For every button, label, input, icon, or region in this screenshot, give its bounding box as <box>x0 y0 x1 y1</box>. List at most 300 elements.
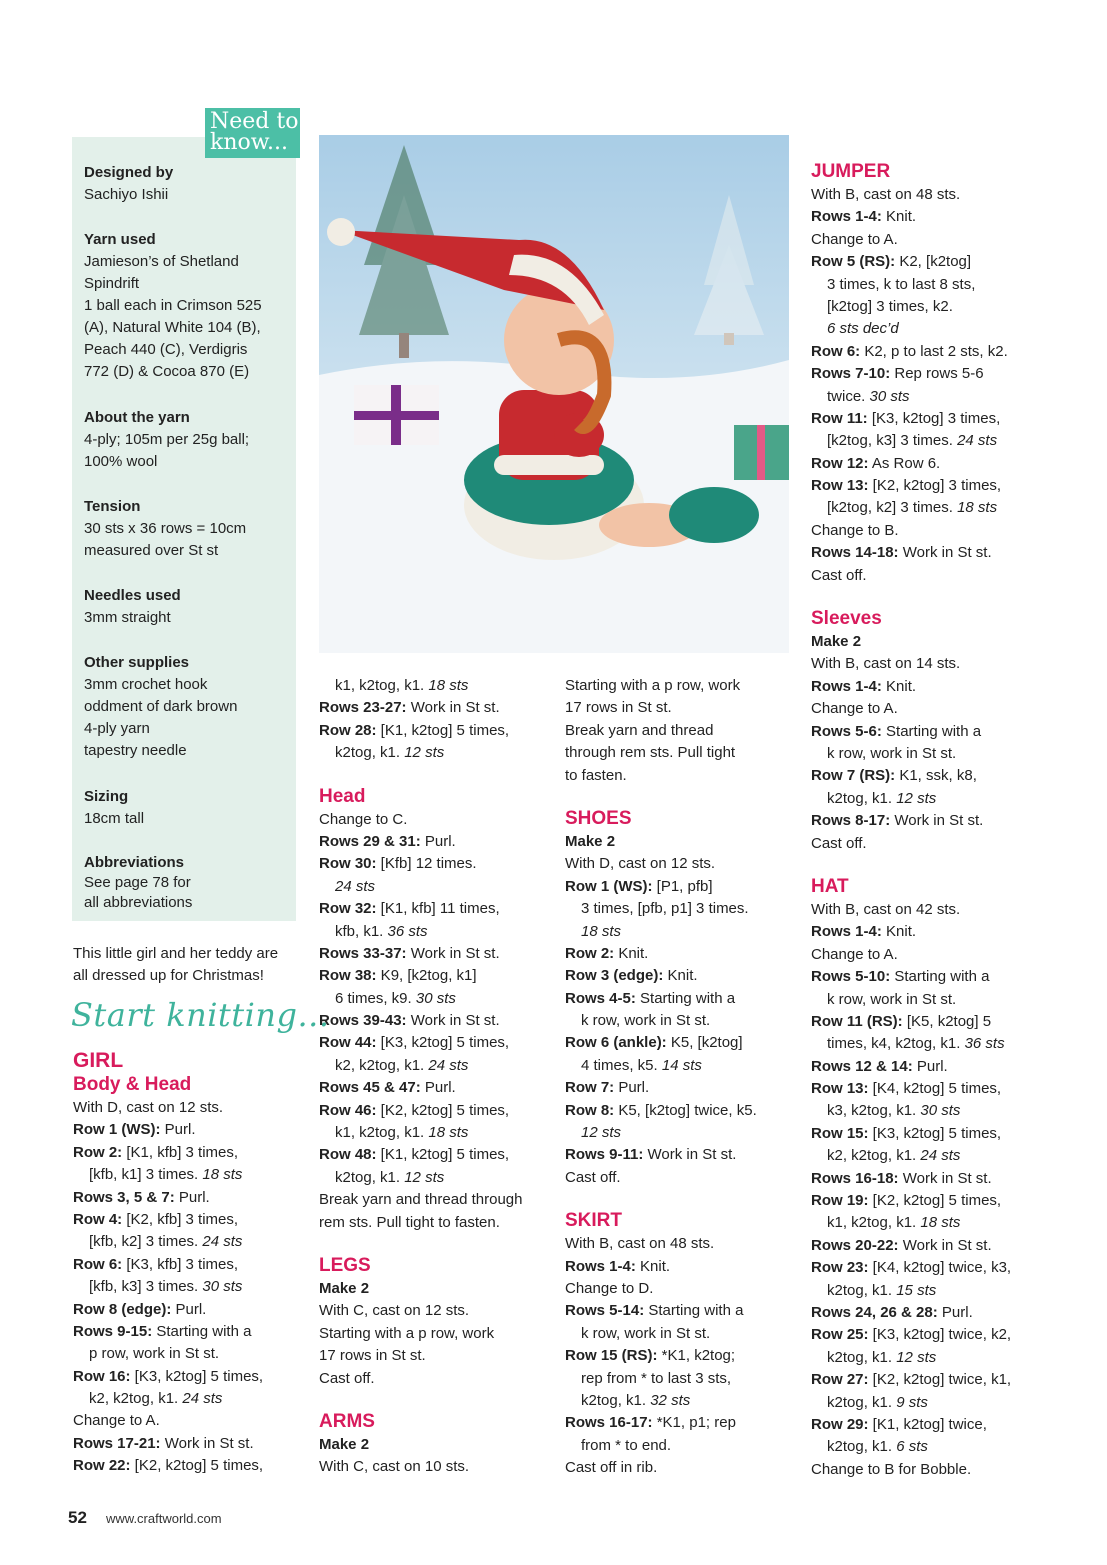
stitch-count: 12 sts <box>404 744 445 762</box>
pattern-line <box>73 1209 263 1231</box>
row-text: K1, ssk, k8, <box>895 767 977 785</box>
yarn-line: 772 (D) & Cocoa 870 (E) <box>84 363 250 380</box>
need-to-know-badge <box>205 108 300 158</box>
section-gap <box>811 587 1011 607</box>
pattern-line <box>811 1369 1011 1391</box>
row-label: Row 28: <box>319 721 377 739</box>
pattern-line <box>565 1390 757 1412</box>
pattern-line <box>811 921 1011 943</box>
row-text: Change to B for Bobble. <box>811 1460 972 1478</box>
row-label: Rows 14-18: <box>811 544 899 562</box>
row-label: Row 3 (edge): <box>565 967 664 985</box>
pattern-line <box>319 1077 522 1099</box>
row-text: Work in St st. <box>406 944 500 962</box>
pattern-line <box>319 898 522 920</box>
needles-line: 3mm straight <box>84 609 171 626</box>
row-text: Starting with a <box>152 1322 252 1340</box>
row-text: [K4, k2tog] twice, k3, <box>868 1259 1012 1277</box>
pattern-column-2 <box>319 675 522 1479</box>
pattern-line <box>811 386 1011 408</box>
pattern-line <box>73 1366 263 1388</box>
pattern-line <box>811 1414 1011 1436</box>
designer-name: Sachiyo Ishii <box>84 186 169 203</box>
pattern-line <box>319 988 522 1010</box>
row-label: Row 12: <box>811 454 869 472</box>
pattern-line <box>811 296 1011 318</box>
gift-box-icon <box>734 425 789 480</box>
stitch-count: 24 sts <box>335 877 376 895</box>
tension-block <box>84 496 246 562</box>
pattern-line <box>319 1122 522 1144</box>
stitch-count: 24 sts <box>182 1390 223 1408</box>
pattern-line <box>319 1100 522 1122</box>
row-text: Knit. <box>881 208 917 226</box>
pattern-line <box>565 1233 757 1255</box>
pattern-line <box>811 676 1011 698</box>
row-text: Work in St st. <box>898 1169 992 1187</box>
pattern-line <box>811 408 1011 430</box>
pattern-line <box>319 921 522 943</box>
row-text: Purl. <box>420 1079 456 1097</box>
pattern-line <box>565 697 757 719</box>
pattern-line <box>811 363 1011 385</box>
row-text: Starting with a <box>635 989 736 1007</box>
row-label: Rows 4-5: <box>565 989 636 1007</box>
row-text: Purl. <box>420 832 456 850</box>
yarn-line: Peach 440 (C), Verdigris <box>84 341 248 358</box>
needles-heading: Needles used <box>84 587 181 604</box>
pattern-line <box>565 1457 757 1479</box>
row-text: Cast off in rib. <box>565 1459 658 1477</box>
row-label: Row 46: <box>319 1101 377 1119</box>
row-text: Purl. <box>912 1057 948 1075</box>
row-text: Knit. <box>881 677 917 695</box>
pattern-line <box>811 341 1011 363</box>
supplies-heading: Other supplies <box>84 654 190 671</box>
pattern-line <box>565 1122 757 1144</box>
row-label: Rows 1-4: <box>565 1257 636 1275</box>
pattern-line <box>565 765 757 787</box>
row-text: k2, k2tog, k1. <box>89 1390 183 1408</box>
stitch-count: 30 sts <box>415 989 456 1007</box>
row-text: [k2tog, k2] 3 times. <box>827 499 958 517</box>
row-text: *K1, k2tog; <box>657 1347 736 1365</box>
pattern-line <box>811 1324 1011 1346</box>
row-text: Cast off. <box>565 1168 621 1186</box>
pattern-line <box>811 229 1011 251</box>
row-text: k1, k2tog, k1. <box>827 1214 921 1232</box>
pattern-line <box>811 944 1011 966</box>
pattern-line <box>73 1254 263 1276</box>
pattern-line <box>565 965 757 987</box>
pattern-line <box>565 1144 757 1166</box>
pattern-line <box>811 1145 1011 1167</box>
row-label: Rows 16-17: <box>565 1414 653 1432</box>
row-text: rem sts. Pull tight to fasten. <box>319 1213 500 1231</box>
row-text: 6 times, k9. <box>335 989 416 1007</box>
pattern-line <box>811 1011 1011 1033</box>
row-label: Rows 29 & 31: <box>319 832 421 850</box>
row-label: Row 2: <box>73 1143 123 1161</box>
row-text: Starting with a p row, work <box>565 677 741 694</box>
tension-heading: Tension <box>84 498 141 515</box>
intro-line-1: This little girl and her teddy are <box>73 945 279 962</box>
abbreviations-block <box>84 853 192 913</box>
row-text: k2tog, k1. <box>827 1438 897 1456</box>
row-text: [K3, k2tog] 5 times, <box>130 1367 264 1385</box>
row-label: Rows 12 & 14: <box>811 1057 913 1075</box>
pattern-line <box>73 1187 263 1209</box>
row-label: Make 2 <box>811 633 862 651</box>
row-label: Rows 39-43: <box>319 1012 407 1030</box>
pattern-line <box>811 966 1011 988</box>
row-label: Make 2 <box>319 1279 370 1297</box>
row-text: from * to end. <box>581 1436 672 1454</box>
pattern-line <box>811 318 1011 340</box>
pattern-line <box>811 1257 1011 1279</box>
row-text: Cast off. <box>811 566 867 584</box>
pattern-line <box>73 1164 263 1186</box>
row-text: kfb, k1. <box>335 922 388 940</box>
yarn-line: 1 ball each in Crimson 525 <box>84 297 262 314</box>
pattern-line <box>319 1167 522 1189</box>
pattern-line <box>73 1231 263 1253</box>
row-label: Row 1 (WS): <box>73 1121 161 1139</box>
pattern-line <box>811 788 1011 810</box>
pattern-line <box>319 675 522 697</box>
pattern-line <box>811 274 1011 296</box>
row-text: k2tog, k1. <box>335 1168 405 1186</box>
row-label: Row 11 (RS): <box>811 1012 903 1030</box>
pattern-line <box>73 1388 263 1410</box>
row-label: Row 4: <box>73 1210 123 1228</box>
section-gap <box>319 1390 522 1410</box>
pattern-line <box>565 1412 757 1434</box>
row-label: Rows 5-10: <box>811 968 891 986</box>
stitch-count: 12 sts <box>896 1348 937 1366</box>
row-text: Work in St st. <box>898 1236 992 1254</box>
pattern-line <box>319 1345 522 1367</box>
stitch-count: 24 sts <box>202 1233 243 1251</box>
row-label: Row 23: <box>811 1259 869 1277</box>
row-text: *K1, p1; rep <box>652 1414 736 1432</box>
pattern-line <box>811 833 1011 855</box>
row-label: Row 48: <box>319 1146 377 1164</box>
row-text: K5, [k2tog] <box>666 1034 743 1052</box>
pattern-line <box>811 721 1011 743</box>
row-label: Row 30: <box>319 855 377 873</box>
stitch-count: 24 sts <box>428 1056 469 1074</box>
pattern-line <box>811 206 1011 228</box>
badge-line-1: Need to <box>210 109 299 134</box>
row-label: Rows 45 & 47: <box>319 1079 421 1097</box>
stitch-count: 30 sts <box>869 387 910 405</box>
row-text: k2tog, k1. <box>827 789 897 807</box>
row-label: Rows 24, 26 & 28: <box>811 1303 938 1321</box>
row-label: Rows 1-4: <box>811 923 882 941</box>
stitch-count: 12 sts <box>581 1124 622 1142</box>
row-text: Work in St st. <box>406 699 500 717</box>
row-text: Change to A. <box>73 1412 160 1430</box>
row-text: k2tog, k1. <box>581 1391 651 1409</box>
row-label: Row 15 (RS): <box>565 1347 658 1365</box>
pattern-line <box>565 1435 757 1457</box>
row-label: Rows 5-14: <box>565 1302 645 1320</box>
row-label: Make 2 <box>565 832 616 850</box>
row-label: Rows 9-11: <box>565 1146 644 1164</box>
section-heading: GIRL <box>73 1049 124 1072</box>
pattern-line <box>73 1410 263 1432</box>
row-text: With C, cast on 10 sts. <box>319 1458 470 1476</box>
supplies-line: 3mm crochet hook <box>84 676 208 693</box>
row-label: Row 25: <box>811 1326 869 1344</box>
pattern-line <box>811 810 1011 832</box>
footer-url: www.craftworld.com <box>106 1511 222 1526</box>
row-text: Change to C. <box>319 810 408 828</box>
pattern-line <box>565 853 757 875</box>
page-number: 52 <box>68 1508 87 1527</box>
row-text: k2tog, k1. <box>335 744 405 762</box>
section-gap <box>565 787 757 807</box>
row-text: Rep rows 5-6 <box>890 365 984 383</box>
row-text: k row, work in St st. <box>827 744 957 762</box>
stitch-count: 36 sts <box>387 922 428 940</box>
row-text: Cast off. <box>811 834 867 852</box>
row-text: [K1, k2tog] 5 times, <box>376 1146 510 1164</box>
row-label: Rows 33-37: <box>319 944 407 962</box>
pattern-line <box>319 1144 522 1166</box>
pattern-line <box>565 1300 757 1322</box>
section-heading: JUMPER <box>811 161 891 182</box>
row-label: Row 32: <box>319 900 377 918</box>
row-text: Change to A. <box>811 945 898 963</box>
row-text: twice. <box>827 387 870 405</box>
pattern-line <box>811 1123 1011 1145</box>
pattern-line <box>565 943 757 965</box>
gift-box-icon <box>354 385 439 445</box>
row-label: Row 5 (RS): <box>811 253 896 271</box>
row-label: Rows 9-15: <box>73 1322 153 1340</box>
pattern-line <box>319 1278 522 1300</box>
stitch-count: 18 sts <box>428 1124 469 1142</box>
pattern-line <box>811 453 1011 475</box>
yarn-line: (A), Natural White 104 (B), <box>84 319 261 336</box>
pattern-line <box>811 989 1011 1011</box>
row-text: With C, cast on 12 sts. <box>319 1302 470 1320</box>
row-text: [K4, k2tog] 5 times, <box>868 1080 1002 1098</box>
stitch-count: 18 sts <box>202 1166 243 1184</box>
stitch-count: 6 sts <box>896 1438 928 1456</box>
row-label: Row 6 (ankle): <box>565 1034 667 1052</box>
row-label: Row 38: <box>319 967 377 985</box>
row-text: [K3, kfb] 3 times, <box>122 1255 239 1273</box>
pattern-line <box>319 720 522 742</box>
row-text: [kfb, k1] 3 times. <box>89 1166 203 1184</box>
pattern-line <box>565 1323 757 1345</box>
pattern-line <box>565 1010 757 1032</box>
stitch-count: 32 sts <box>650 1391 691 1409</box>
abbreviations-line: all abbreviations <box>84 894 193 911</box>
section-heading: HAT <box>811 875 849 897</box>
stitch-count: 12 sts <box>404 1168 445 1186</box>
pattern-line <box>565 1032 757 1054</box>
pattern-line <box>319 831 522 853</box>
row-text: Change to D. <box>565 1279 654 1297</box>
row-label: Row 7 (RS): <box>811 767 896 785</box>
section-heading: ARMS <box>319 1410 375 1432</box>
pattern-line <box>73 1455 263 1477</box>
sizing-heading: Sizing <box>84 788 129 805</box>
pattern-line <box>73 1433 263 1455</box>
row-label: Row 15: <box>811 1124 869 1142</box>
pattern-line <box>319 943 522 965</box>
pattern-line <box>811 430 1011 452</box>
pattern-line <box>811 1100 1011 1122</box>
row-text: k2, k2tog, k1. <box>827 1147 921 1165</box>
row-label: Rows 23-27: <box>319 699 407 717</box>
pattern-line <box>811 653 1011 675</box>
row-label: Row 29: <box>811 1415 869 1433</box>
stitch-count: 12 sts <box>896 789 937 807</box>
pattern-line <box>319 697 522 719</box>
pattern-column-1 <box>73 1049 263 1478</box>
row-text: Knit. <box>663 967 698 985</box>
row-label: Row 13: <box>811 1080 869 1098</box>
pattern-line <box>73 1119 263 1141</box>
supplies-line: oddment of dark brown <box>84 698 238 715</box>
row-text: k row, work in St st. <box>827 990 957 1008</box>
row-text: K5, [k2tog] twice, k5. <box>614 1101 757 1119</box>
pattern-line <box>319 1189 522 1211</box>
row-text: K2, p to last 2 sts, k2. <box>860 342 1008 360</box>
pattern-line <box>565 1055 757 1077</box>
row-text: Work in St st. <box>898 544 992 562</box>
row-text: [kfb, k3] 3 times. <box>89 1278 203 1296</box>
pattern-line <box>565 898 757 920</box>
pattern-line <box>565 1345 757 1367</box>
row-text: Work in St st. <box>890 812 984 830</box>
row-label: Row 6: <box>811 342 861 360</box>
row-label: Rows 7-10: <box>811 365 891 383</box>
stitch-count: 14 sts <box>661 1056 702 1074</box>
pattern-line <box>565 831 757 853</box>
row-label: Row 7: <box>565 1079 615 1097</box>
row-text: With B, cast on 48 sts. <box>811 186 961 203</box>
row-text: k2tog, k1. <box>827 1348 897 1366</box>
pattern-line <box>565 1167 757 1189</box>
about-yarn-heading: About the yarn <box>84 409 190 426</box>
row-text: [K3, k2tog] 5 times, <box>868 1124 1002 1142</box>
pattern-line <box>319 1055 522 1077</box>
pattern-line <box>319 1212 522 1234</box>
pattern-column-3 <box>565 675 757 1480</box>
row-text: [K2, k2tog] 5 times, <box>376 1101 510 1119</box>
pattern-line <box>73 1097 263 1119</box>
pattern-line <box>565 988 757 1010</box>
row-label: Rows 1-4: <box>811 677 882 695</box>
stitch-count: 36 sts <box>964 1035 1005 1053</box>
pattern-line <box>811 1190 1011 1212</box>
pattern-line <box>811 1235 1011 1257</box>
pattern-column-4 <box>811 160 1011 1481</box>
row-text: Purl. <box>614 1079 650 1097</box>
row-text: Change to B. <box>811 521 899 539</box>
row-text: [K2, k2tog] 5 times, <box>868 1192 1002 1210</box>
row-text: [k2tog, k3] 3 times. <box>827 432 958 450</box>
row-label: Rows 5-6: <box>811 722 882 740</box>
about-yarn-line: 100% wool <box>84 453 158 470</box>
row-text: Starting with a <box>644 1302 744 1320</box>
row-label: Row 19: <box>811 1192 869 1210</box>
pattern-line <box>565 720 757 742</box>
row-label: Rows 8-17: <box>811 812 891 830</box>
row-text: [K1, k2tog] 5 times, <box>376 721 510 739</box>
row-text: Work in St st. <box>643 1146 737 1164</box>
pattern-line <box>565 921 757 943</box>
pattern-line <box>811 1078 1011 1100</box>
row-text: Purl. <box>160 1121 196 1139</box>
pattern-line <box>811 1302 1011 1324</box>
row-label: Row 8 (edge): <box>73 1300 172 1318</box>
intro-line-2: all dressed up for Christmas! <box>73 967 264 984</box>
row-text: Starting with a p row, work <box>319 1324 495 1342</box>
row-text: 17 rows in St st. <box>319 1347 426 1365</box>
row-label: Row 6: <box>73 1255 123 1273</box>
row-text: [K2, k2tog] twice, k1, <box>868 1371 1012 1389</box>
pattern-line <box>811 497 1011 519</box>
stitch-count: 30 sts <box>202 1278 243 1296</box>
pattern-line <box>319 742 522 764</box>
needles-block <box>84 585 181 629</box>
pattern-line <box>565 1100 757 1122</box>
row-text: [K2, k2tog] 3 times, <box>868 477 1002 495</box>
row-text: [K2, k2tog] 5 times, <box>130 1457 264 1475</box>
supplies-line: 4-ply yarn <box>84 720 150 737</box>
yarn-line: Jamieson’s of Shetland <box>84 253 239 270</box>
row-label: Row 27: <box>811 1371 869 1389</box>
row-text: Starting with a <box>890 968 990 986</box>
pattern-line <box>319 1010 522 1032</box>
row-text: [K3, k2tog] 3 times, <box>867 409 1001 427</box>
row-text: rep from * to last 3 sts, <box>581 1369 732 1387</box>
row-text: [Kfb] 12 times. <box>376 855 477 873</box>
pattern-line <box>565 742 757 764</box>
stitch-count: 18 sts <box>957 499 998 517</box>
sizing-line: 18cm tall <box>84 810 145 827</box>
row-text: Starting with a <box>881 722 982 740</box>
pattern-line <box>73 1299 263 1321</box>
row-text: Change to A. <box>811 700 898 718</box>
pattern-line <box>811 1436 1011 1458</box>
designed-by-block <box>84 162 173 206</box>
badge-line-2: know... <box>210 130 288 155</box>
pattern-line <box>319 1456 522 1478</box>
pattern-line <box>811 698 1011 720</box>
pattern-line <box>319 1323 522 1345</box>
pattern-line <box>565 1368 757 1390</box>
row-text: K2, [k2tog] <box>895 253 972 271</box>
pattern-line <box>811 743 1011 765</box>
pattern-line <box>811 475 1011 497</box>
row-text: Purl. <box>174 1188 210 1206</box>
about-yarn-line: 4-ply; 105m per 25g ball; <box>84 431 250 448</box>
section-gap <box>811 855 1011 875</box>
row-text: With D, cast on 12 sts. <box>73 1099 224 1116</box>
section-heading: SKIRT <box>565 1210 622 1232</box>
row-text: k1, k2tog, k1. <box>335 677 429 694</box>
row-text: k2tog, k1. <box>827 1393 897 1411</box>
row-text: With D, cast on 12 sts. <box>565 855 716 873</box>
